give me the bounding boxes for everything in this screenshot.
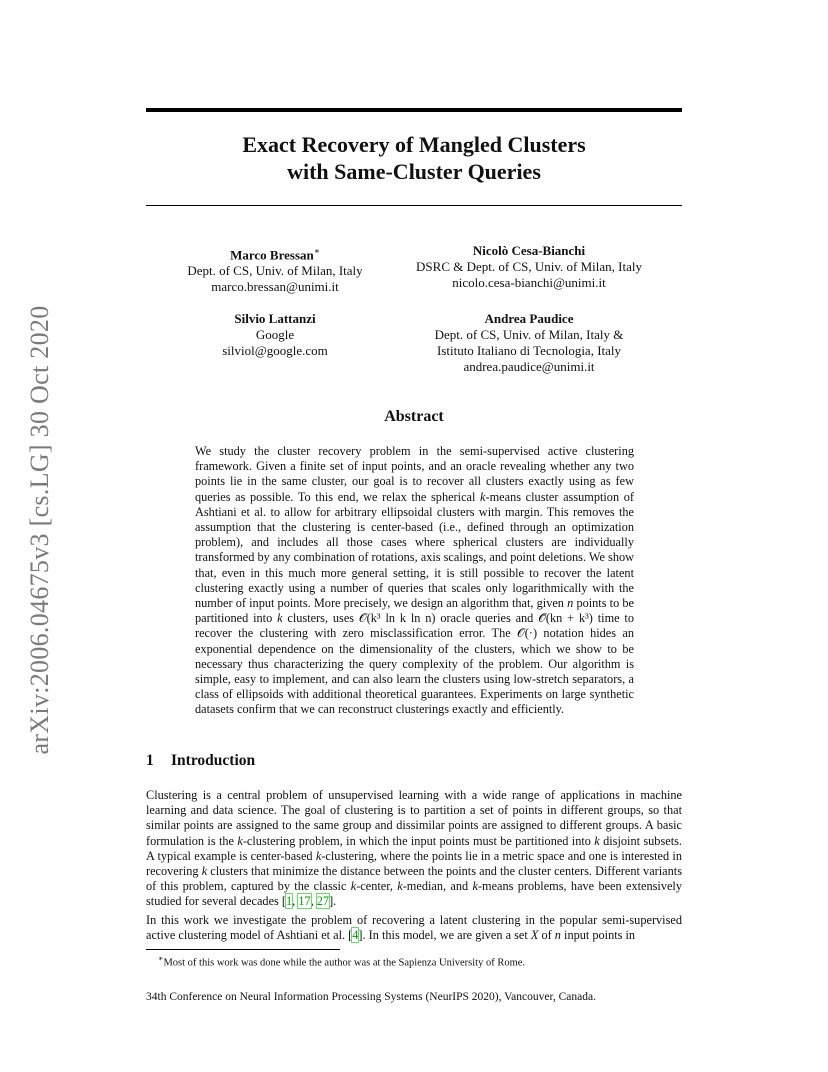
abstract-heading: Abstract <box>384 408 444 425</box>
author-footnote-mark: ∗ <box>313 246 320 256</box>
author-affiliation: Google <box>255 327 295 342</box>
abstract-text: We study the cluster recovery problem in the semi-supervised active clustering framework. Given a finite set of input points, and an oracle revealing whether any two points lie in the same cluster, our goal is to recover all clusters exactly using as few queries as possible. To this end, we relax the spherical k-means cluster assumption of Ashtiani et al. to allow for arbitrary ellipsoidal clusters with margin. This removes the assumption that the clustering is center-based (i.e., defined through an optimization problem), and includes all those cases where spherical clusters are individually transformed by any combination of rotations, axis scalings, and point deletions. We show that, even in this much more general setting, it is still possible to recover the latent clustering exactly using a number of queries that scales only logarithmically with the number of input points. More precisely, we design an algorithm that, given n points to be partitioned into k clusters, uses 𝒪(k³ ln k ln n) oracle queries and 𝒪̃(kn + k³) time to recover the clustering with zero misclassification error. The 𝒪(·) notation hides an exponential dependence on the dimensionality of the clusters, which we show to be necessary thus characterizing the query complexity of the problem. Our algorithm is simple, easy to implement, and can also learn the clusters using low-stretch separators, a class of ellipsoids with additional theoretical guarantees. Experiments on large synthetic datasets confirm that we can reconstruct clusterings exactly and efficiently. <box>195 444 635 717</box>
footnote <box>158 952 678 970</box>
author-affiliation: Dept. of CS, Univ. of Milan, Italy <box>187 263 363 279</box>
arxiv-stamp <box>20 290 60 770</box>
citation-link[interactable]: 4 <box>352 928 359 943</box>
title-line-1: Exact Recovery of Mangled Clusters <box>242 132 586 157</box>
title-rule-bottom <box>146 205 682 206</box>
author-affiliation-2: Istituto Italiano di Tecnologia, Italy <box>436 343 622 358</box>
section-title: Introduction <box>171 752 256 769</box>
paper-title <box>146 131 682 185</box>
time-complexity-formula: 𝒪̃(kn + k³) <box>538 611 593 626</box>
title-rule-top <box>146 108 682 112</box>
section-heading <box>146 752 682 770</box>
author-block-4 <box>400 311 658 375</box>
big-o-notation: 𝒪(·) <box>517 626 538 641</box>
author-email[interactable]: nicolo.cesa-bianchi@unimi.it <box>452 275 606 290</box>
section-number: 1 <box>146 752 154 769</box>
author-email[interactable]: silviol@google.com <box>222 343 328 358</box>
citation-link[interactable]: 17 <box>298 894 311 909</box>
citation-link[interactable]: 27 <box>316 894 330 909</box>
intro-paragraph-1: Clustering is a central problem of unsupervised learning with a wide range of applications in machine learning and data science. The goal of clustering is to partition a set of points in different groups, so that similar points are assigned to the same group and dissimilar points are assigned to different groups. A basic formulation is the k-clustering problem, in which the input points must be partitioned into k disjoint subsets. A typical example is center-based k-clustering, where the points lie in a metric space and one is interested in recovering k clusters that minimize the distance between the points and the cluster centers. Different variants of this problem, captured by the classic k-center, k-median, and k-means problems, have been extensively studied for several decades [1, 17, 27]. <box>146 788 682 909</box>
footnote-mark: ∗ <box>158 954 164 963</box>
arxiv-stamp-text: arXiv:2006.04675v3 [cs.LG] 30 Oct 2020 <box>25 305 54 755</box>
intro-paragraph-2: In this work we investigate the problem of recovering a latent clustering in the popular semi-supervised active clustering model of Ashtiani et al. [4]. In this model, we are given a set X of n input points in <box>146 913 682 943</box>
author-name: Andrea Paudice <box>484 311 574 326</box>
author-name: Nicolò Cesa-Bianchi <box>472 243 586 258</box>
author-name: Marco Bressan∗ <box>230 246 320 263</box>
author-block-3 <box>170 311 380 359</box>
author-email[interactable]: marco.bressan@unimi.it <box>211 279 339 295</box>
title-line-2: with Same-Cluster Queries <box>287 159 541 184</box>
query-complexity-formula: 𝒪(k³ ln k ln n) <box>358 611 436 626</box>
author-affiliation: Dept. of CS, Univ. of Milan, Italy & <box>434 327 624 342</box>
author-block-1 <box>170 243 380 295</box>
footnote-text: Most of this work was done while the author was at the Sapienza University of Rome. <box>163 957 526 969</box>
author-email[interactable]: andrea.paudice@unimi.it <box>463 359 595 374</box>
citation-link[interactable]: 1 <box>286 894 293 909</box>
author-block-2 <box>400 243 658 291</box>
author-affiliation: DSRC & Dept. of CS, Univ. of Milan, Italy <box>416 259 642 274</box>
conference-footer: 34th Conference on Neural Information Processing Systems (NeurIPS 2020), Vancouver, Canada. <box>146 991 596 1003</box>
footnote-rule <box>146 949 340 950</box>
author-name: Silvio Lattanzi <box>234 311 316 326</box>
